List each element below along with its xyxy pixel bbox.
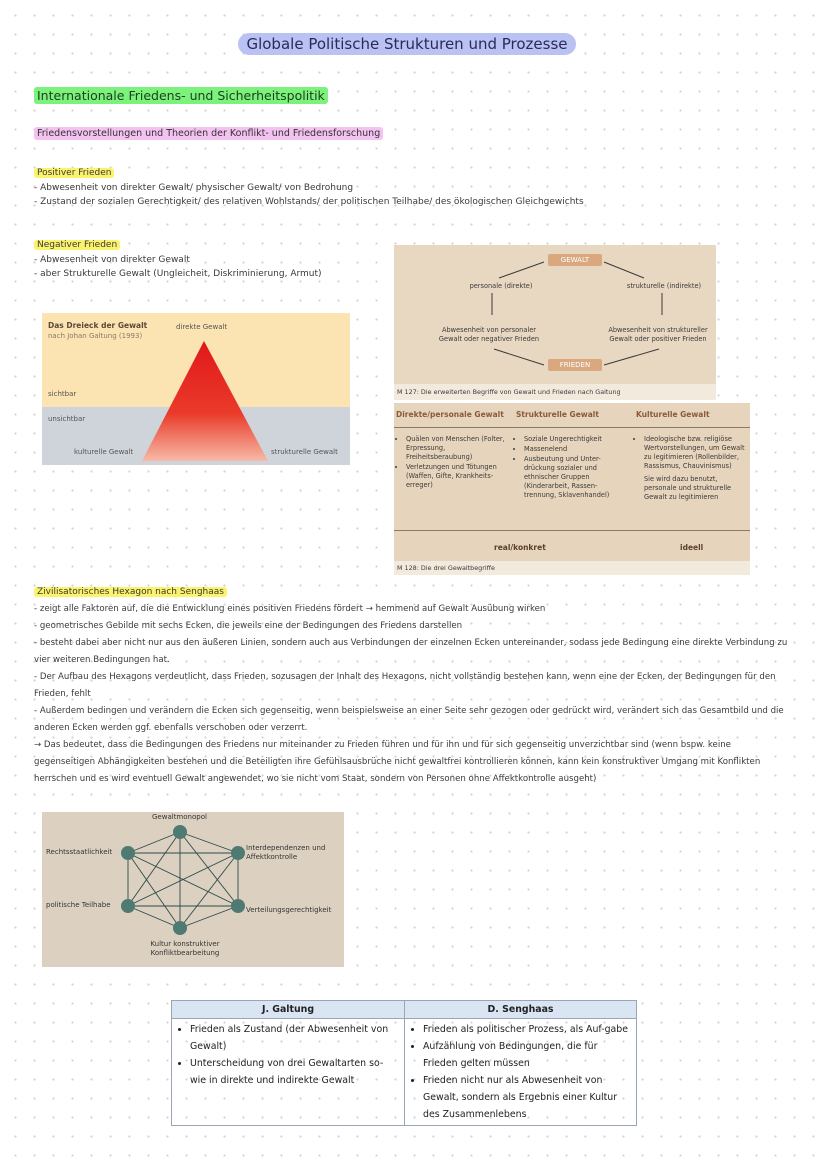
page-title: Globale Politische Strukturen und Prozesse xyxy=(238,33,576,55)
list-item: • Massenelend xyxy=(524,445,624,454)
list-item: • Aufzählung von Bedingungen, die für Frieden gelten müssen xyxy=(423,1038,631,1072)
senghaas-cell xyxy=(405,1019,637,1126)
visible-label: sichtbar xyxy=(48,390,77,398)
three-violence-table xyxy=(394,403,750,575)
senghaas-header: D. Senghaas xyxy=(405,1001,637,1019)
negative-peace-block xyxy=(34,238,322,282)
comparison-table xyxy=(171,1000,637,1126)
positive-peace-line: - Abwesenheit von direkter Gewalt/ physischer Gewalt/ von Bedrohung xyxy=(34,182,354,193)
violence-peace-diagram xyxy=(394,245,716,400)
hex-node-verteilungsgerechtigkeit: Verteilungsgerechtigkeit xyxy=(246,906,332,914)
col-header-structural: Strukturelle Gewalt xyxy=(516,410,599,419)
personal-violence-node: personale (direkte) xyxy=(469,282,533,290)
hex-node-kultur: Kultur konstruktiver Konfliktbearbeitung xyxy=(150,940,220,957)
list-item: • Frieden als Zustand (der Abwesenheit von Gewalt) xyxy=(190,1021,399,1055)
paragraph: → Das bedeutet, dass die Bedingungen des Friedens nur miteinander zu Frieden führen und für ihn und für sich gegenseitig unverzichtbar sind (wenn bspw. keine gegenseitigen Abhängigkeiten bestehen und die Beteiligten ihre Gefühlsausbrüche nicht gewaltfrei kontrollieren können, kann kein konstruktiver Umgang mit Konflikten herrschen und es wird eventuell Gewalt angewendet, wo sie nicht vom Staat, sondern von Personen ohne Affektkontrolle ausgeht) xyxy=(34,740,761,784)
paragraph: - besteht dabei aber nicht nur aus den äußeren Linien, sondern auch aus Verbindungen der einzelnen Ecken untereinander, sodass jede Bedingung eine direkte Verbindung zu vier weiteren Bedingungen hat. xyxy=(34,638,788,665)
section-heading-text: Internationale Friedens- und Sicherheitspolitik xyxy=(34,87,328,104)
list-item: • Soziale Ungerechtigkeit xyxy=(524,435,624,444)
diagram-lines xyxy=(394,245,716,400)
footer-real-label: real/konkret xyxy=(494,543,546,552)
list-item: • Frieden nicht nur als Abwesenheit von Gewalt, sondern als Ergebnis einer Kultur des Zusammenlebens xyxy=(423,1072,631,1123)
hex-node-gewaltmonopol: Gewaltmonopol xyxy=(152,813,207,821)
paragraph: - geometrisches Gebilde mit sechs Ecken, die jeweils eine der Bedingungen des Friedens darstellen xyxy=(34,621,463,631)
triangle-bottom-left-label: kulturelle Gewalt xyxy=(74,448,134,456)
hexagon-text-block xyxy=(34,584,790,788)
header-divider xyxy=(394,427,750,428)
section-heading xyxy=(34,88,328,103)
list-item: • Unterscheidung von drei Gewaltarten so-wie in direkte und indirekte Gewalt xyxy=(190,1055,399,1089)
positive-peace-heading: Positiver Frieden xyxy=(34,168,114,178)
triangle-bottom-right-label: strukturelle Gewalt xyxy=(271,448,338,456)
hexagon-heading: Zivilisatorisches Hexagon nach Senghaas xyxy=(34,587,227,597)
table-caption: M 128: Die drei Gewaltbegriffe xyxy=(394,561,750,575)
positive-peace-block xyxy=(34,166,584,210)
cultural-violence-list xyxy=(634,435,746,502)
gewalt-node: GEWALT xyxy=(548,254,602,266)
cultural-violence-note: Sie wird dazu benutzt, personale und strukturelle Gewalt zu legitimieren xyxy=(644,475,732,501)
col-header-direct: Direkte/personale Gewalt xyxy=(396,410,504,419)
negative-peace-line: - Abwesenheit von direkter Gewalt xyxy=(34,254,190,265)
diagram-caption: M 127: Die erweiterten Begriffe von Gewalt und Frieden nach Galtung xyxy=(394,384,716,400)
galtung-cell xyxy=(172,1019,405,1126)
positive-peace-node: Abwesenheit von struktureller Gewalt oder positiver Frieden xyxy=(608,326,708,343)
footer-ideal-label: ideell xyxy=(680,543,704,552)
negative-peace-line: - aber Strukturelle Gewalt (Ungleicheit, Diskriminierung, Armut) xyxy=(34,269,322,279)
list-item: • Ideologische bzw. religiöse Wertvorstellungen, um Gewalt zu legitimieren (Rollenbilder, Rassismus, Chauvinismus) xyxy=(644,435,746,471)
subsection-heading-text: Friedensvorstellungen und Theorien der Konflikt- und Friedensforschung xyxy=(34,127,383,140)
footer-divider xyxy=(394,530,750,531)
list-item: • Quälen von Menschen (Folter, Erpressung, Freiheitsberaubung) xyxy=(406,435,506,462)
negative-peace-node: Abwesenheit von personaler Gewalt oder negativer Frieden xyxy=(438,326,540,343)
structural-violence-list xyxy=(514,435,624,501)
direct-violence-list xyxy=(396,435,506,491)
paragraph: - Der Aufbau des Hexagons verdeutlicht, dass Frieden, sozusagen der Inhalt des Hexagons, nicht vollständig bestehen kann, wenn eine der Ecken, der Bedingungen für den Frieden, fehlt xyxy=(34,672,776,699)
frieden-node: FRIEDEN xyxy=(548,359,602,371)
triangle-apex-label: direkte Gewalt xyxy=(176,323,228,331)
positive-peace-line: - Zustand der sozialen Gerechtigkeit/ des relativen Wohlstands/ der politischen Teilhabe/ des ökologischen Gleichgewichts xyxy=(34,197,584,207)
paragraph: - zeigt alle Faktoren auf, die die Entwicklung eines positiven Friedens fördert → hemmend auf Gewalt Ausübung wirken xyxy=(34,604,546,614)
structural-violence-node: strukturelle (indirekte) xyxy=(626,282,702,290)
hex-node-interdependenzen: Interdependenzen und Affektkontrolle xyxy=(246,844,326,861)
list-item: • Frieden als politischer Prozess, als Auf-gabe xyxy=(423,1021,631,1038)
negative-peace-heading: Negativer Frieden xyxy=(34,240,120,250)
galtung-header: J. Galtung xyxy=(172,1001,405,1019)
violence-triangle-figure xyxy=(42,313,350,465)
triangle-title: Das Dreieck der Gewalt xyxy=(48,321,148,330)
list-item: • Verletzungen und Tötungen (Waffen, Gifte, Krankheits-erreger) xyxy=(406,463,506,490)
civilizational-hexagon-figure xyxy=(42,812,344,967)
subsection-heading xyxy=(34,128,383,139)
col-header-cultural: Kulturelle Gewalt xyxy=(636,410,710,419)
hex-node-rechtsstaatlichkeit: Rechtsstaatlichkeit xyxy=(46,848,113,856)
invisible-label: unsichtbar xyxy=(48,415,86,423)
hex-node-teilhabe: politische Teilhabe xyxy=(46,901,111,909)
list-item: • Ausbeutung und Unter-drückung sozialer und ethnischer Gruppen (Kinderarbeit, Rassen-trennung, Sklavenhandel) xyxy=(524,455,624,500)
triangle-subtitle: nach Johan Galtung (1993) xyxy=(48,332,143,340)
paragraph: - Außerdem bedingen und verändern die Ecken sich gegenseitig, wenn beispielsweise an einer Seite sehr gezogen oder gedrückt wird, verändert sich das Gesamtbild und die anderen Ecken werden ggf. ebenfalls verschoben oder verzerrt. xyxy=(34,706,784,733)
